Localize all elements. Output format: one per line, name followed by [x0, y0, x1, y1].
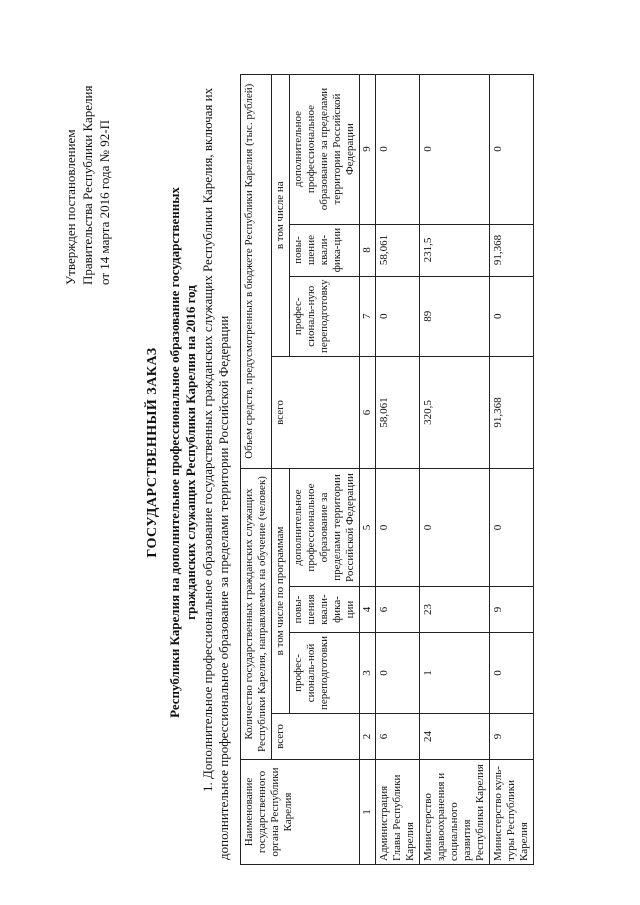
table-row: [376, 74, 420, 864]
header-count-group: Количество государственных гражданских служащих Республики Карелия, направляемых на обучение (человек): [241, 469, 272, 760]
org-name: Администрация Главы Республики Карелия: [376, 760, 420, 865]
header-qualification-budget: повы-шение квали-фика-ции: [290, 224, 360, 276]
cell-total: 6: [376, 714, 420, 760]
cell-abroad: 0: [490, 469, 534, 587]
column-number: 6: [360, 357, 376, 469]
column-number: 8: [360, 224, 376, 276]
cell-qualification-budget: 91,368: [490, 224, 534, 276]
cell-retraining-budget: 0: [376, 276, 420, 356]
section-paragraph: 1. Дополнительное профессиональное образование государственных гражданских служащих Республики Карелия, включая их дополнительное профессиональное образование за пределами территории Российской Федерации: [200, 87, 231, 860]
cell-abroad-budget: 0: [376, 74, 420, 224]
column-number: 4: [360, 587, 376, 633]
header-qualification: повы-шения квали-фика-ции: [290, 587, 360, 633]
header-row-1: [241, 74, 272, 864]
column-number: 3: [360, 633, 376, 714]
cell-qualification: 9: [490, 587, 534, 633]
approval-stamp: [62, 25, 113, 285]
org-name: Министерство куль-туры Республики Карелия: [490, 760, 534, 865]
cell-qualification-budget: 58,061: [376, 224, 420, 276]
cell-qualification: 23: [420, 587, 490, 633]
header-by-program: в том числе по программам: [272, 469, 290, 714]
cell-qualification-budget: 231,5: [420, 224, 490, 276]
cell-abroad: 0: [420, 469, 490, 587]
cell-total-budget: 91,368: [490, 357, 534, 469]
table-row: [420, 74, 490, 864]
subtitle-line-2: гражданских служащих Республики Карелия на 2016 год: [183, 285, 198, 620]
document-title: [145, 0, 199, 905]
cell-total: 9: [490, 714, 534, 760]
column-number: 1: [360, 760, 376, 865]
column-number: 7: [360, 276, 376, 356]
cell-total-budget: 320,5: [420, 357, 490, 469]
cell-retraining: 0: [376, 633, 420, 714]
header-org: Наименование государственного органа Республики Карелия: [241, 760, 360, 865]
header-total-budget: всего: [272, 357, 360, 469]
subtitle-line-1: Республики Карелия на дополнительное профессиональное образование государственных: [167, 187, 182, 718]
cell-retraining-budget: 0: [490, 276, 534, 356]
cell-abroad-budget: 0: [490, 74, 534, 224]
approval-line-2: Правительства Республики Карелия: [80, 85, 95, 285]
header-including: в том числе на: [272, 74, 290, 356]
order-table: [240, 74, 534, 865]
approval-line-1: Утвержден постановлением: [63, 129, 78, 285]
header-total: всего: [272, 714, 360, 760]
cell-retraining: 1: [420, 633, 490, 714]
cell-abroad-budget: 0: [420, 74, 490, 224]
header-abroad-budget: дополнительное профессиональное образование за пределами территории Российской Федерации: [290, 74, 360, 224]
header-row-2: [272, 74, 290, 864]
cell-abroad: 0: [376, 469, 420, 587]
cell-retraining: 0: [490, 633, 534, 714]
table-row: [490, 74, 534, 864]
header-retraining: профес-сиональ-ной переподготовки: [290, 633, 360, 714]
cell-retraining-budget: 89: [420, 276, 490, 356]
cell-total-budget: 58,061: [376, 357, 420, 469]
cell-total: 24: [420, 714, 490, 760]
header-budget-group: Объем средств, предусмотренных в бюджете Республики Карелия (тыс. рублей): [241, 74, 272, 468]
column-number: 5: [360, 469, 376, 587]
column-number-row: [360, 74, 376, 864]
column-number: 9: [360, 74, 376, 224]
header-retraining-budget: профес-сиональ-ную переподготовку: [290, 276, 360, 356]
approval-line-3: от 14 марта 2016 года № 92-П: [97, 120, 112, 285]
page-title: ГОСУДАРСТВЕННЫЙ ЗАКАЗ: [145, 347, 160, 558]
cell-qualification: 6: [376, 587, 420, 633]
header-abroad: дополнительное профессиональное образование за пределами территории Российской Федерации: [290, 469, 360, 587]
org-name: Министерство здравоохранения и социального развития Республики Карелия: [420, 760, 490, 865]
column-number: 2: [360, 714, 376, 760]
